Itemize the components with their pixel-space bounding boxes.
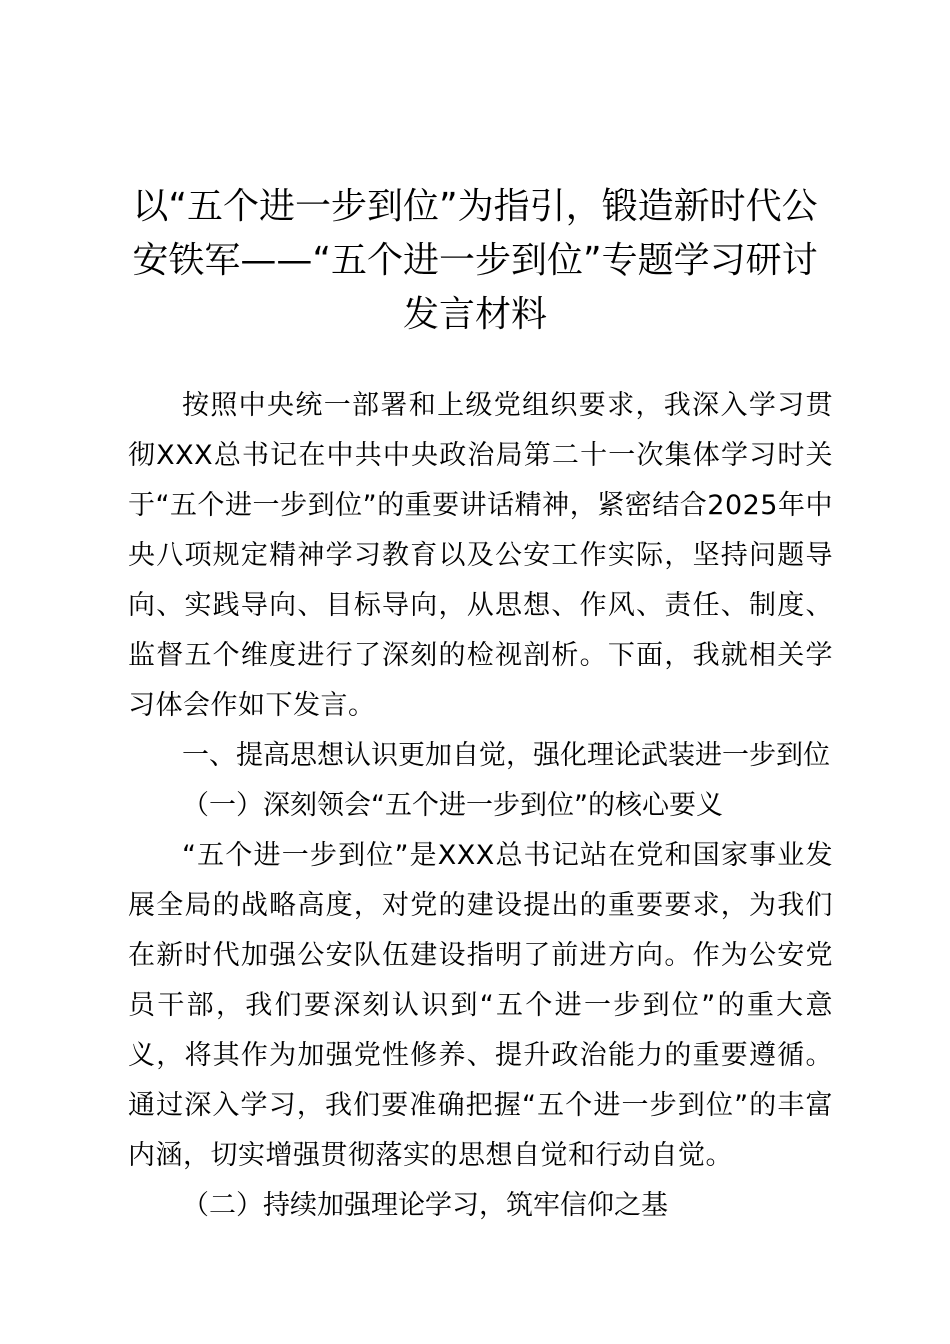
document-body xyxy=(128,381,833,1231)
document-title: 以“五个进一步到位”为指引，锻造新时代公安铁军——“五个进一步到位”专题学习研讨发言材料 xyxy=(132,186,818,335)
subsection-heading-1: （一）深刻领会“五个进一步到位”的核心要义 xyxy=(182,790,723,821)
subsection-heading-2: （二）持续加强理论学习，筑牢信仰之基 xyxy=(182,1190,668,1221)
subsection-1-paragraph: “五个进一步到位”是XXX总书记站在党和国家事业发展全局的战略高度，对党的建设提出的重要要求，为我们在新时代加强公安队伍建设指明了前进方向。作为公安党员干部，我们要深刻认识到“五个进一步到位”的重大意义，将其作为加强党性修养、提升政治能力的重要遵循。通过深入学习，我们要准确把握“五个进一步到位”的丰富内涵，切实增强贯彻落实的思想自觉和行动自觉。 xyxy=(128,840,833,1171)
intro-paragraph: 按照中央统一部署和上级党组织要求，我深入学习贯彻XXX总书记在中共中央政治局第二十一次集体学习时关于“五个进一步到位”的重要讲话精神，紧密结合2025年中央八项规定精神学习教育以及公安工作实际，坚持问题导向、实践导向、目标导向，从思想、作风、责任、制度、监督五个维度进行了深刻的检视剖析。下面，我就相关学习体会作如下发言。 xyxy=(128,390,833,721)
section-heading-1: 一、提高思想认识更加自觉，强化理论武装进一步到位 xyxy=(182,740,830,771)
